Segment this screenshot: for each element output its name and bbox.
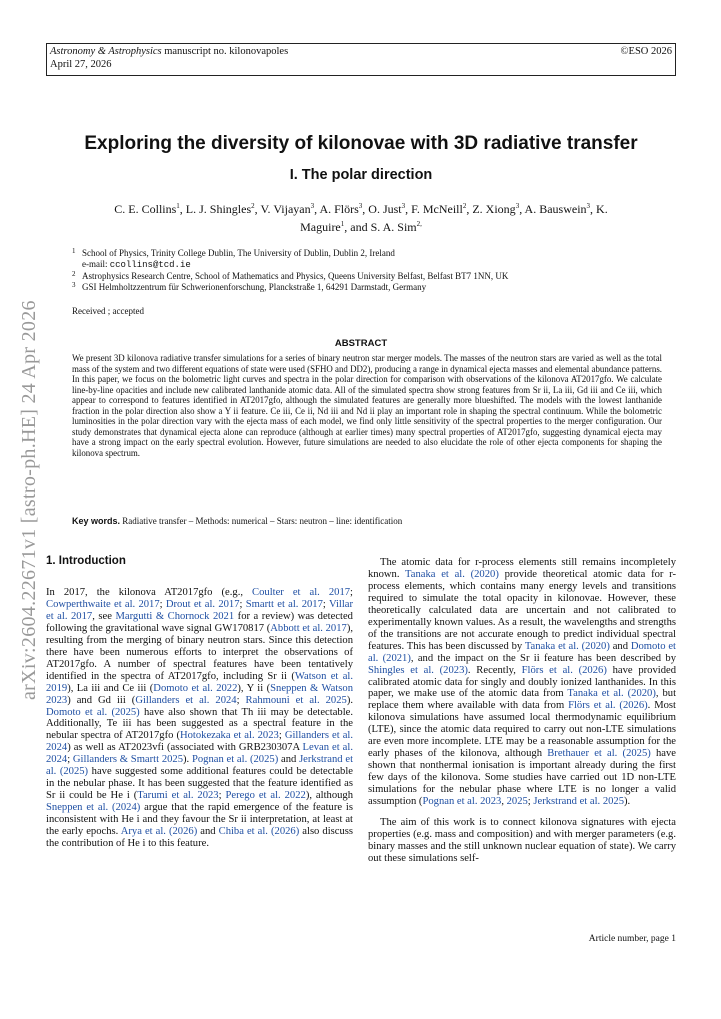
author-affiliation-mark: 3 [586,202,591,210]
citation-link[interactable]: Shingles et al. (2023) [368,664,468,676]
manuscript-date: April 27, 2026 [50,58,112,70]
keywords-text: Radiative transfer – Methods: numerical – Stars: neutron – line: identification [120,516,403,526]
citation-link[interactable]: Arya et al. (2026) [120,826,198,838]
affiliation-text: School of Physics, Trinity College Dublin, The University of Dublin, Dublin 2, Ireland [82,248,395,258]
email-address[interactable]: ccollins@tcd.ie [109,260,191,270]
author-name: A. Bauswein [524,202,587,216]
received-line: Received ; accepted [72,306,144,316]
citation-link[interactable]: Domoto et al. 2022 [153,682,238,694]
affiliation-text: GSI Helmholtzzentrum für Schwerionenforschung, Planckstraße 1, 64291 Darmstadt, Germany [82,282,427,292]
body-paragraph: The atomic data for r-process elements still remains incompletely known. Tanaka et al. (2020) provide theoretical atomic data for r-process elements, which contains many energy levels and transitions required to simulate the total opacity in kilonovae. However, these theoretically calculated data are uncertain and not calibrated to experimentally known values. As a result, the wavelengths and strengths of the transitions are not accurate enough to predict individual spectral features. This has been discussed by Tanaka et al. (2020) and Domoto et al. (2021), and the impact on the Sr ii feature has been described by Shingles et al. (2023). Recently, Flörs et al. (2026) have provided calibrated atomic data for singly and doubly ionized lanthanides. In this paper, we make use of the atomic data from Tanaka et al. (2020), but replace them where available with data from Flörs et al. (2026). Most kilonova simulations have assumed local thermodynamic equilibrium (LTE), since the atomic data required to carry out non-LTE simulations are even more incomplete. LTE may be a reasonable assumption for the early phases of the kilonova, although Brethauer et al. (2025) have shown that nonthermal ionisation is important already during the first few days of the kilonova. Some studies have carried out 1D non-LTE simulations for the nebular phase where LTE is no longer a valid assumption (Pognan et al. 2023, 2025; Jerkstrand et al. 2025). [368,557,677,808]
citation-link[interactable]: Smartt et al. 2017 [245,598,323,610]
text-column-right [368,557,676,874]
citation-link[interactable]: Levan et al. 2024 [46,742,353,766]
citation-link[interactable]: Gillanders & Smartt 2025 [72,754,184,766]
keywords [72,516,402,526]
author-name: S. A. Sim [370,220,417,234]
author-name: A. Flörs [319,202,359,216]
page-footer: Article number, page 1 [588,934,676,944]
citation-link[interactable]: Gillanders et al. 2024 [135,694,237,706]
keywords-label: Key words. [72,516,121,526]
citation-link[interactable]: Brethauer et al. (2025) [547,748,651,760]
author-affiliation-mark: 1 [340,220,345,228]
email-label: e-mail: [82,259,110,269]
citation-link[interactable]: Pognan et al. (2025) [191,754,279,766]
author-name: C. E. Collins [114,202,177,216]
citation-link[interactable]: Cowperthwaite et al. 2017 [46,598,160,610]
citation-link[interactable]: Chiba et al. (2026) [218,826,300,838]
author-name: Z. Xiong [472,202,516,216]
journal-name: Astronomy & Astrophysics [50,46,162,57]
citation-link[interactable]: Margutti & Chornock 2021 [115,610,235,622]
body-paragraph: In 2017, the kilonova AT2017gfo (e.g., Coulter et al. 2017; Cowperthwaite et al. 2017; Drout et al. 2017; Smartt et al. 2017; Villar et al. 2017, see Margutti & Chornock 2021 for a review) was detected following the gravitational wave signal GW170817 (Abbott et al. 2017), resulting from the merging of binary neutron stars. Since this detection there have been numerous efforts to interpret the observations of AT2017gfo. A number of spectral features have been tentatively identified in the spectra of AT2017gfo, including Sr ii (Watson et al. 2019), La iii and Ce iii (Domoto et al. 2022), Y ii (Sneppen & Watson 2023) and Gd iii (Gillanders et al. 2024; Rahmouni et al. 2025). Domoto et al. (2025) have also shown that Th iii may be detectable. Additionally, Te iii has been suggested as a spectral feature in the nebular spectra of AT2017gfo (Hotokezaka et al. 2023; Gillanders et al. 2024) as well as AT2023vfi (associated with GRB230307A Levan et al. 2024; Gillanders & Smartt 2025). Pognan et al. (2025) and Jerkstrand et al. (2025) have suggested some additional features could be detectable in the nebular phase. It has been suggested that the feature identified as Sr ii could be He i (Tarumi et al. 2023; Perego et al. 2022), although Sneppen et al. (2024) argue that the rapid emergence of the feature is inconsistent with He i and they favour the Sr ii interpretation, at least at the early epochs. Arya et al. (2026) and Chiba et al. (2026) also discuss the contribution of He i to this feature. [46,587,354,850]
citation-link[interactable]: Drout et al. 2017 [165,598,240,610]
citation-link[interactable]: Hotokezaka et al. 2023 [179,730,279,742]
author-name: F. McNeill [411,202,463,216]
section-heading-introduction: 1. Introduction [46,555,126,567]
arxiv-identifier[interactable]: arXiv:2604.22671v1 [astro-ph.HE] 24 Apr 2026 [18,300,40,700]
affiliation-number: 1 [72,247,76,255]
author-name: L. J. Shingles [185,202,252,216]
abstract-text: We present 3D kilonova radiative transfer simulations for a series of binary neutron star merger models. The masses of the neutron stars are varied as well as the total mass of the system and two different equations of state were used (SFHO and DD2), producing a range in dynamical ejecta masses and elemental abundance patterns. In this paper, we focus on the bolometric light curves and spectra in the polar direction for comparison with observations of the kilonova AT2017gfo. We calculate line-by-line opacities and include new calibrated lanthanide atomic data. All of the simulated spectra show strong features from Sr ii, La iii, Gd iii and Ce iii, which appear to correspond to features identified in AT2017gfo, although the simulated features are generally more blueshifted. The models with the lowest lanthanide fraction in the polar direction also show a Y ii feature. Ce iii, Ce ii, Nd iii and Nd ii play an important role in shaping the spectral continuum. While the bolometric luminosities in the polar direction vary with the ejecta mass of each model, we find only little sensitivity of the spectral properties to the merger configuration. Our study demonstrates that dynamical ejecta alone can reproduce (although at earlier times) many spectral properties of AT2017gfo, suggesting dynamical ejecta may have a strong impact on the early spectral evolution. However, future simulations are needed to also elucidate the role of other ejecta components for shaping the kilonova spectrum. [72,353,662,458]
citation-link[interactable]: Pognan et al. 2023 [422,796,502,808]
affiliation-item [72,248,672,259]
citation-link[interactable]: 2025 [506,796,528,808]
citation-link[interactable]: Watson et al. 2019 [46,670,353,694]
citation-link[interactable]: Tanaka et al. (2020) [405,568,499,580]
author-affiliation-mark: 3 [515,202,520,210]
citation-link[interactable]: Coulter et al. 2017 [252,587,351,598]
citation-link[interactable]: Perego et al. 2022 [225,790,306,802]
text-column-left [46,587,353,859]
running-header [46,43,676,76]
author-affiliation-mark: 2 [251,202,255,210]
author-name: O. Just [368,202,402,216]
author-list: C. E. Collins$^1$, L. J. Shingles$^2$, V. Vijayan$^3$, A. Flörs$^3$, O. Just$^3$, F. McNeill$^2$, Z. Xiong$^3$, A. Bauswein$^3$, K. Maguire$^1$, and S. A. Sim$^{2,}$ [114,202,608,234]
author-affiliation-mark: 2 [462,202,467,210]
author-affiliation-mark: 3 [358,202,363,210]
citation-link[interactable]: Tarumi et al. 2023 [137,790,219,802]
author-affiliation-mark: 2, [416,220,422,228]
paper-title: Exploring the diversity of kilonovae with 3D radiative transfer [84,133,638,154]
citation-link[interactable]: Gillanders et al. 2024 [46,730,353,754]
affiliations [72,248,672,293]
citation-link[interactable]: Jerkstrand et al. (2025) [46,754,354,778]
citation-link[interactable]: Rahmouni et al. 2025 [245,694,347,706]
affiliation-number: 2 [72,270,76,278]
author-affiliation-mark: 3 [401,202,406,210]
author-affiliation-mark: 3 [310,202,315,210]
citation-link[interactable]: Sneppen et al. (2024) [46,802,141,814]
affiliation-item [72,259,672,271]
affiliation-text: Astrophysics Research Centre, School of Mathematics and Physics, Queens University Belfast, Belfast BT7 1NN, UK [82,271,509,281]
author-name: K. Maguire [300,202,608,234]
abstract-heading: ABSTRACT [334,338,388,349]
citation-link[interactable]: Flörs et al. (2026) [521,664,607,676]
affiliation-item [72,282,672,293]
citation-link[interactable]: Tanaka et al. (2020) [567,688,656,700]
citation-link[interactable]: Domoto et al. (2021) [368,640,676,664]
paper-subtitle: I. The polar direction [289,167,433,183]
citation-link[interactable]: Jerkstrand et al. 2025 [533,796,625,808]
affiliation-number: 3 [72,281,76,289]
citation-link[interactable]: Abbott et al. 2017 [270,622,347,634]
body-paragraph: The aim of this work is to connect kilonova signatures with ejecta properties (e.g. mass and composition) and with merger parameters (e.g. binary masses and the still unknown nuclear equation of state). We carry out these simulations self- [368,817,676,864]
citation-link[interactable]: Sneppen & Watson 2023 [46,682,354,706]
copyright: ©ESO 2026 [620,46,672,57]
citation-link[interactable]: Flörs et al. (2026) [568,700,648,712]
author-affiliation-mark: 1 [176,202,180,210]
citation-link[interactable]: Domoto et al. (2025) [46,706,140,718]
manuscript-number: manuscript no. kilonovapoles [161,46,289,57]
citation-link[interactable]: Tanaka et al. (2020) [524,640,610,652]
author-name: V. Vijayan [260,202,311,216]
affiliation-item [72,271,672,282]
citation-link[interactable]: Villar et al. 2017 [46,598,354,622]
